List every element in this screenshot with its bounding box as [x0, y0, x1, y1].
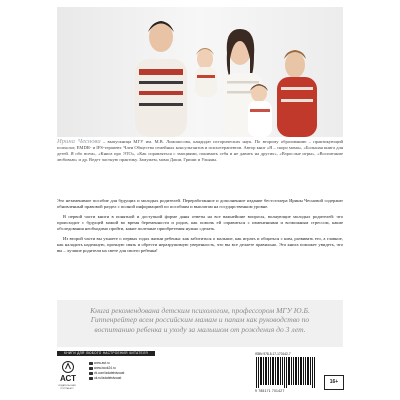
- author-name: Ирина Чеснова: [57, 138, 101, 145]
- link-text[interactable]: vk.com/izdatelstvoast: [94, 371, 125, 375]
- author-bio-text: – выпускница МГУ им. М.В. Ломоносова, кандидат исторических наук. По второму образованию – практикующий психолог, EMDR- и IFS-терапевт. Член Общества семейных консультантов и психотерапевтов. Автор книг «Я – скоро мама», «Большая книга для детей. Я обо всем», «Книга про ЭТО», «Как справляться с эмоциями, понимать себя и не давить на других», «Взрослые игры», «Воспитание любовью» и др. Ведет частную практику. Замужем, мама Даши, Гриши и Ульяны.: [57, 139, 343, 163]
- barcode-digits: 9 785171 701427: [255, 389, 285, 393]
- description-paragraph-3: Из второй части вы узнаете о первых годах жизни ребенка: как заботиться о малыше, как играть и общаться с ним, развивать его, а главное, как наладить надежную, прочную связь и обрести неразрушимую уверенность, что вы все делаете правильно. Эта книга поможет увидеть, что вы – лучшие родители на свете для своего ребенка!: [57, 236, 343, 254]
- svg-text:АСТ: АСТ: [59, 374, 77, 383]
- link-text[interactable]: www.book24.ru: [94, 366, 116, 370]
- family-photo: [57, 7, 343, 137]
- publisher-links: [89, 361, 124, 381]
- globe-icon: [89, 367, 93, 371]
- description-paragraph-2: В первой части книги в понятной и доступной форме даны ответы на все важнейшие вопросы, волнующие молодых родителей: что происходит с будущей мамой во время беременности и родов, как помочь ей справиться с изменениями и возможным стрессом, какие обследования необходимо пройти, какие полезные приобретения нужно сделать.: [57, 213, 343, 232]
- publisher-caption: ИЗДАТЕЛЬСКАЯ ГРУППА АСТ: [58, 385, 76, 390]
- barcode: [255, 357, 317, 388]
- vk-icon: [89, 372, 93, 376]
- link-row[interactable]: [89, 376, 124, 381]
- series-banner: КНИГИ ДЛЯ ЛЮБОГО НАСТРОЕНИЯ ЧИТАТЕЛЯ: [57, 351, 155, 356]
- age-rating-badge: 16+: [324, 375, 344, 390]
- author-bio: [57, 139, 343, 163]
- isbn-text: ISBN 978-5-17-170142-7: [255, 352, 291, 356]
- recommendation-box: [57, 300, 343, 347]
- recommendation-text: Книга рекомендована детским психологом, профессором МГУ Ю.Б. Гиппенрейтер всем российским мамам и папам как руководство по воспитанию ребенка и уходу за малышом от рождения до 3 лет.: [90, 306, 310, 334]
- link-text[interactable]: ok.ru/izdatelstvoast: [94, 376, 122, 380]
- ok-icon: [89, 377, 93, 381]
- link-text[interactable]: www.ast.ru: [94, 361, 110, 365]
- cover-footer: [57, 351, 343, 396]
- book-description: [57, 198, 343, 258]
- globe-icon: [89, 362, 93, 366]
- description-paragraph-1: Это незаменимое пособие для будущих и молодых родителей. Переработанное и дополненное издание бестселлера Ирины Чесновой содержит обновленный правовой раздел с полной информацией по пособиям и выплатам на государственном уровне.: [57, 198, 343, 210]
